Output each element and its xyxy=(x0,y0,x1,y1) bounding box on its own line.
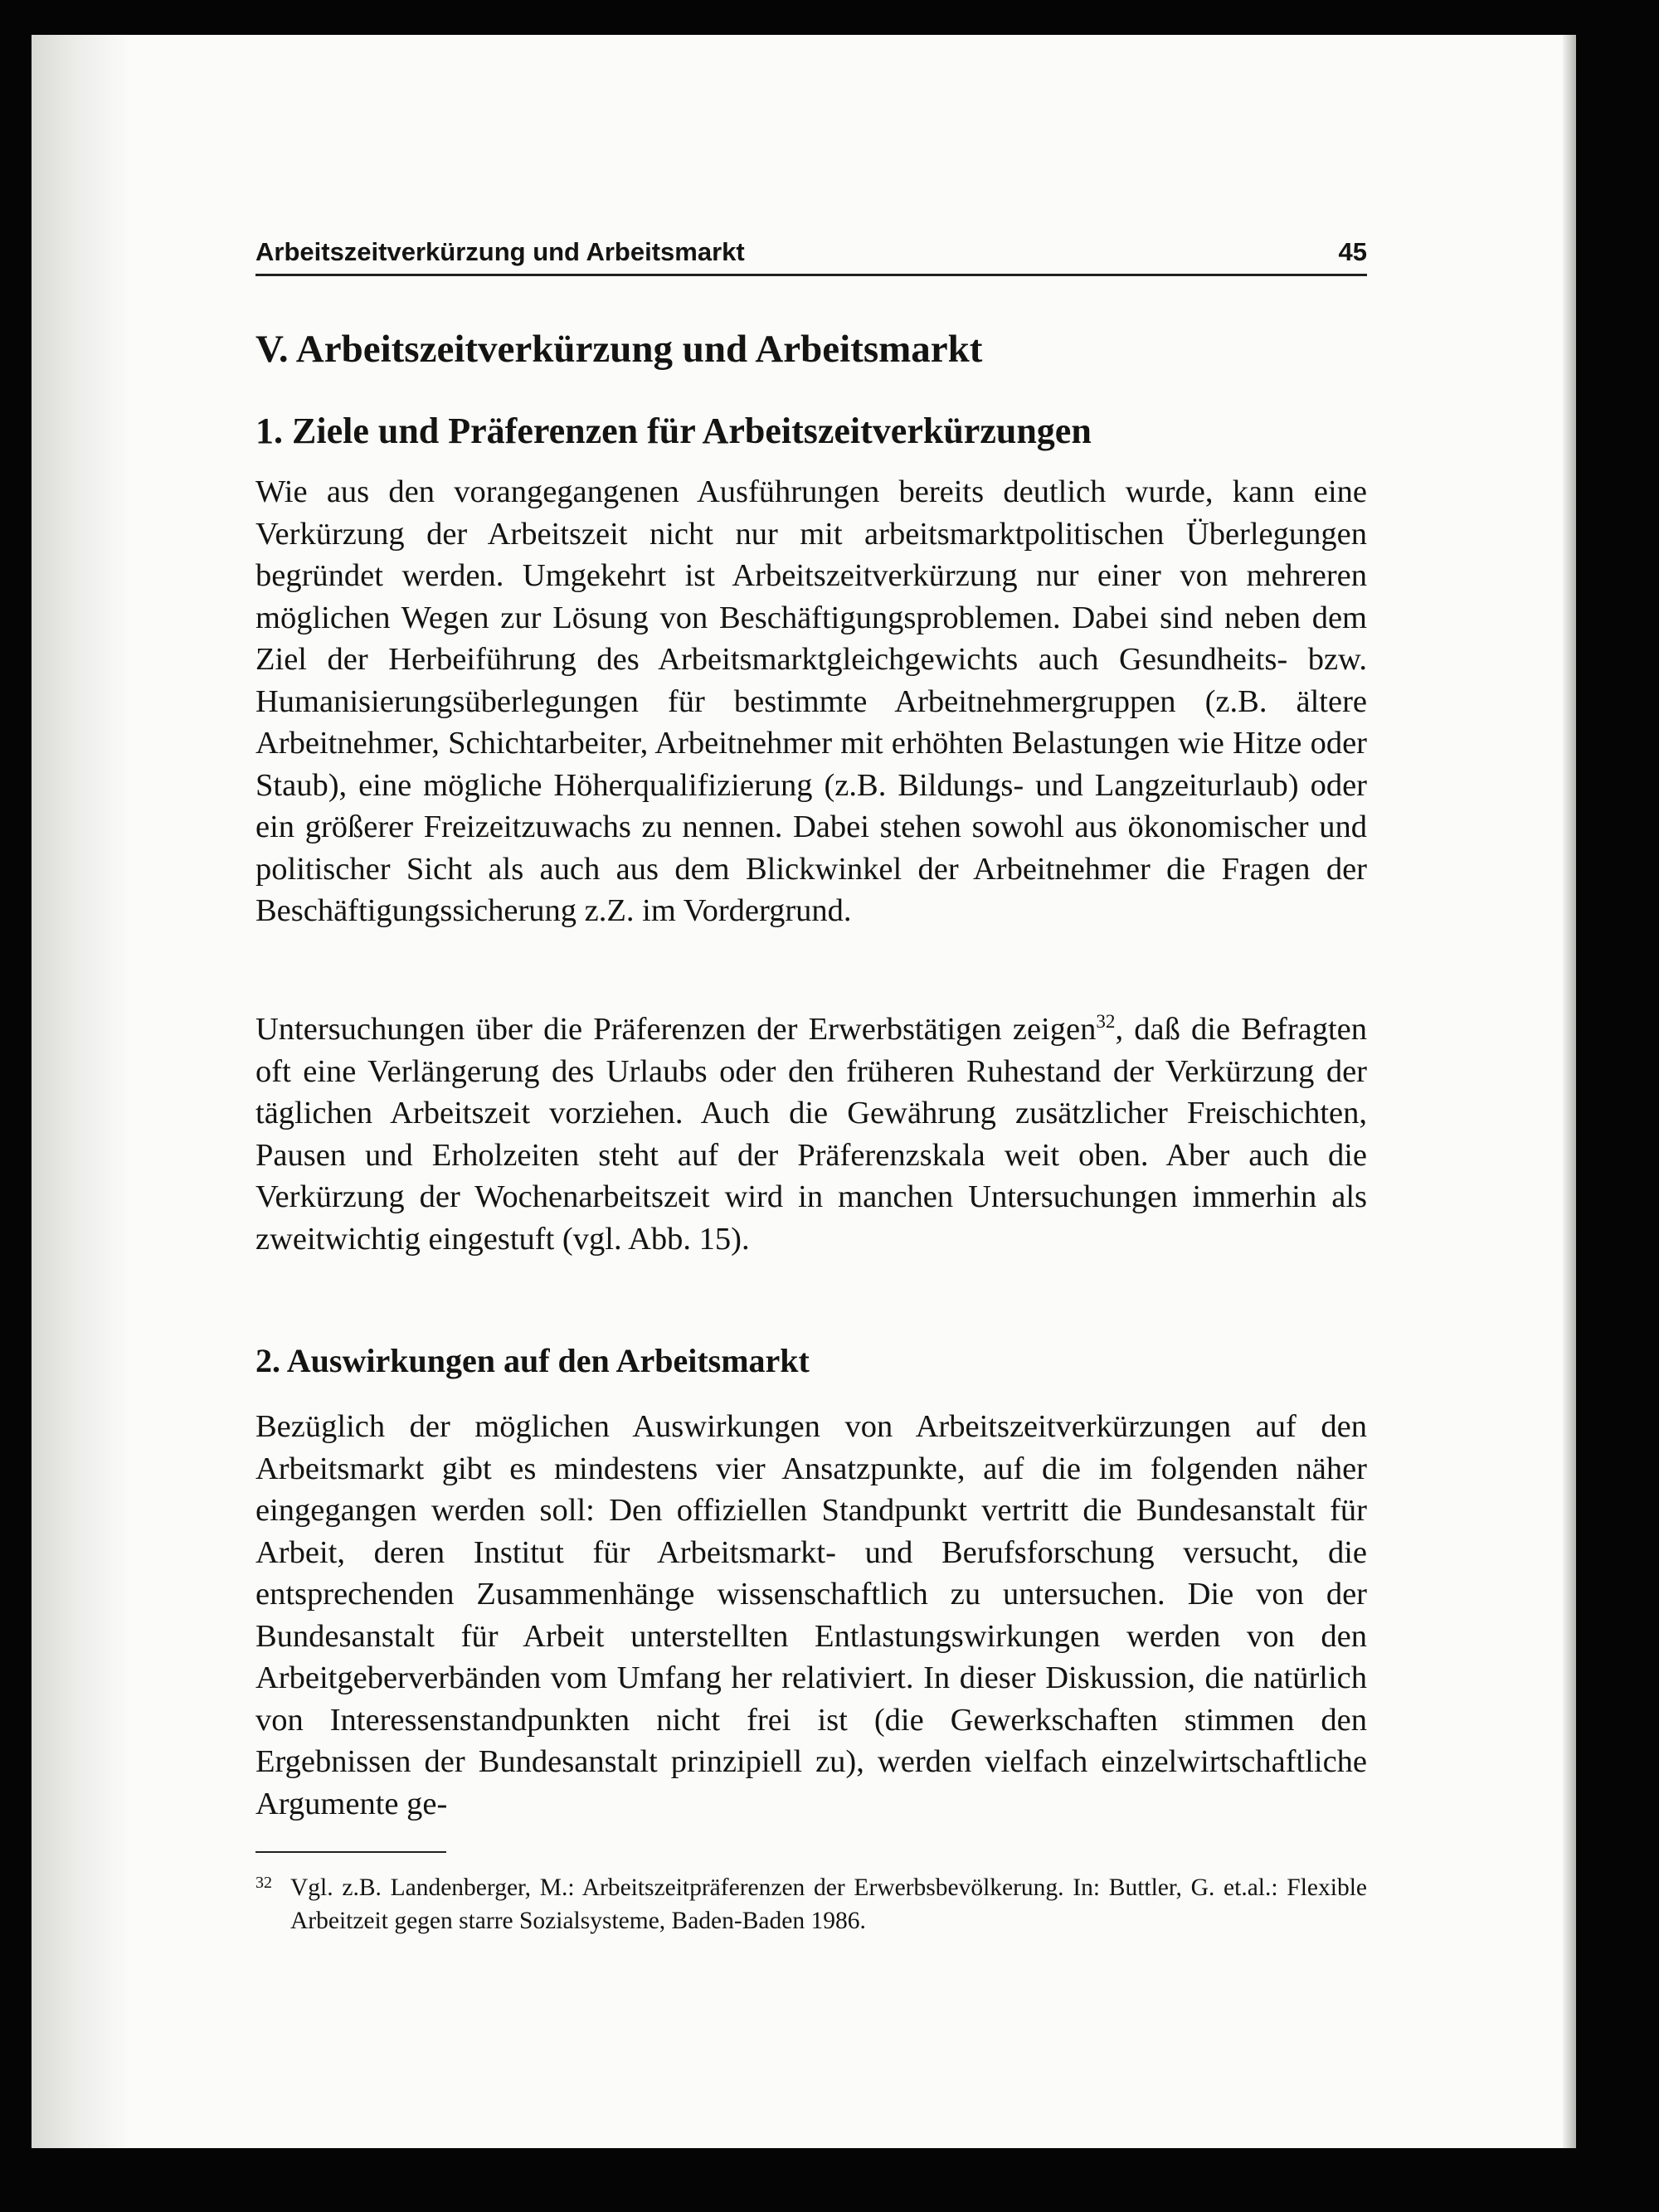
page-gutter-shadow xyxy=(32,35,131,2148)
paragraph-text: Untersuchungen über die Präferenzen der Erwerbstätigen zeigen xyxy=(255,1012,1097,1047)
section-2-paragraph-1: Bezüglich der möglichen Auswirkungen von Arbeitszeitverkürzungen auf den Arbeitsmarkt gibt es mindestens vier Ansatzpunkte, auf die im folgenden näher eingegangen werden soll: Den offiziellen Standpunkt vertritt die Bundesanstalt für Arbeit, deren Institut für Arbeitsmarkt- und Berufsforschung versucht, die entsprechenden Zusammenhänge wissenschaftlich zu untersuchen. Die von der Bundesanstalt für Arbeit unterstellten Entlastungswirkungen werden von den Arbeitgeberverbänden vom Umfang her relativiert. In dieser Diskussion, die natürlich von Interessenstandpunkten nicht frei ist (die Gewerkschaften stimmen den Ergebnissen der Bundesanstalt prinzipiell zu), werden vielfach einzelwirtschaftliche Argumente ge- xyxy=(255,1409,1367,1821)
section-1-paragraph-1: Wie aus den vorangegangenen Ausführungen bereits deutlich wurde, kann eine Verkürzung der Arbeitszeit nicht nur mit arbeitsmarktpolitischen Überlegungen begründet werden. Umgekehrt ist Arbeitszeitverkürzung nur einer von mehreren möglichen Wegen zur Lösung von Beschäftigungsproblemen. Dabei sind neben dem Ziel der Herbeiführung des Arbeitsmarktgleichgewichts auch Gesundheits- bzw. Humanisierungsüberlegungen für bestimmte Arbeitnehmergruppen (z.B. ältere Arbeitnehmer, Schichtarbeiter, Arbeitnehmer mit erhöhten Belastungen wie Hitze oder Staub), eine mögliche Höherqualifizierung (z.B. Bildungs- und Langzeiturlaub) oder ein größerer Freizeitzuwachs zu nennen. Dabei stehen sowohl aus ökonomischer und politischer Sicht als auch aus dem Blickwinkel der Arbeitnehmer die Fragen der Beschäftigungssicherung z.Z. im Vordergrund. xyxy=(255,474,1367,928)
footnote-number: 32 xyxy=(255,1874,272,1892)
footnote-reference[interactable]: 32 xyxy=(1096,1010,1116,1033)
section-1-heading: 1. Ziele und Präferenzen für Arbeitszeitverkürzungen xyxy=(255,411,1092,451)
page-edge-shadow xyxy=(1563,35,1576,2148)
footnote-divider xyxy=(255,1851,446,1853)
footnote-text: Vgl. z.B. Landenberger, M.: Arbeitszeitpräferenzen der Erwerbsbevölkerung. In: Buttler, G. et.al.: Flexible Arbeitzeit gegen starre Sozialsysteme, Baden-Baden 1986. xyxy=(290,1874,1367,1934)
page-number: 45 xyxy=(1338,237,1367,266)
section-1-paragraph-2 xyxy=(255,1009,1367,1260)
footnote xyxy=(255,1871,1367,1937)
paragraph-text: , daß die Befragten oft eine Verlängerung des Urlaubs oder den früheren Ruhestand der Verkürzung der täglichen Arbeitszeit vorziehen. Auch die Gewährung zusätzlicher Freischichten, Pausen und Erholzeiten steht auf der Präferenzskala weit oben. Aber auch die Verkürzung der Wochenarbeitszeit wird in manchen Untersuchungen immerhin als zweitwichtig eingestuft (vgl. Abb. 15). xyxy=(255,1012,1368,1257)
book-page xyxy=(32,35,1576,2148)
running-head xyxy=(255,216,1367,276)
section-2-heading: 2. Auswirkungen auf den Arbeitsmarkt xyxy=(255,1342,810,1379)
chapter-heading: V. Arbeitszeitverkürzung und Arbeitsmarkt xyxy=(255,328,983,371)
running-head-title: Arbeitszeitverkürzung und Arbeitsmarkt xyxy=(255,237,745,266)
